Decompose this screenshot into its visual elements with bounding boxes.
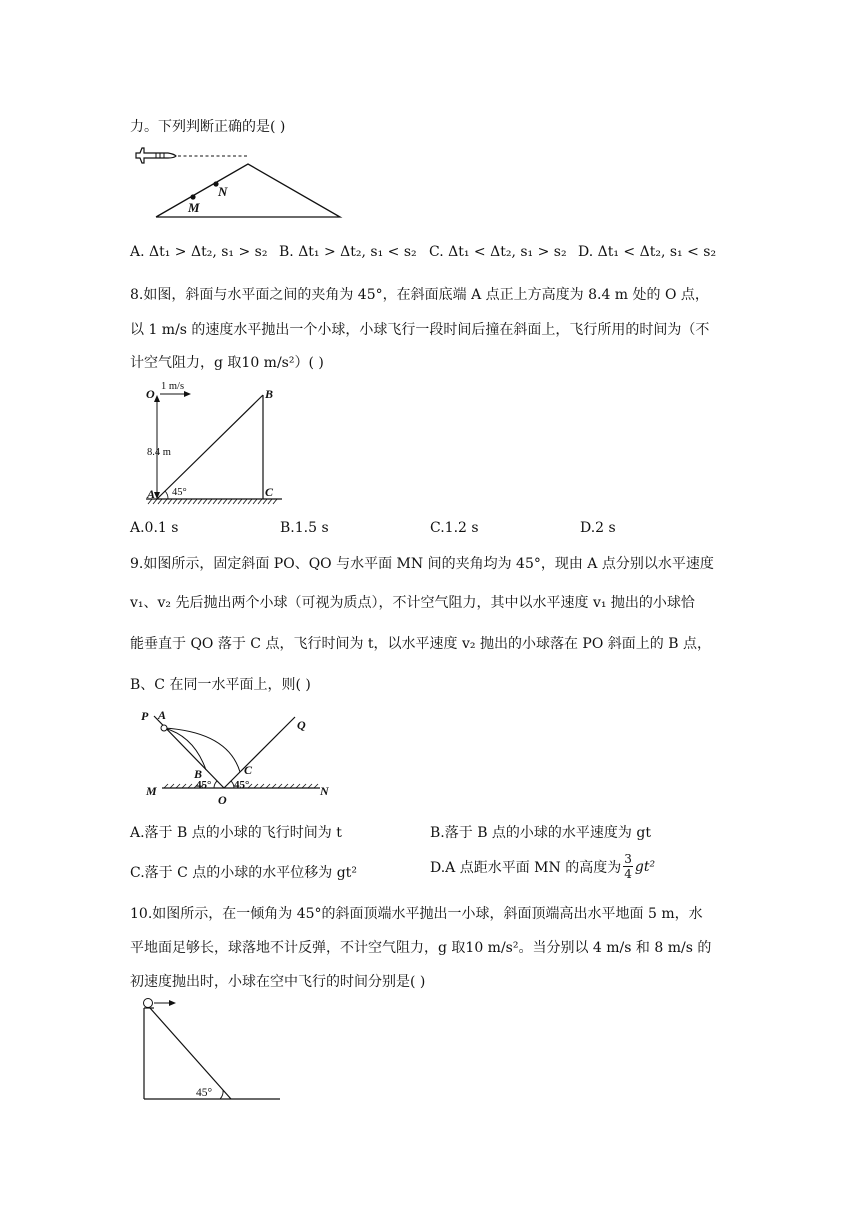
label-p: P — [141, 709, 149, 723]
label-a: A — [158, 708, 167, 722]
fraction-numerator: 3 — [624, 852, 632, 866]
q9-option-a: A.落于 B 点的小球的飞行时间为 t — [130, 825, 342, 841]
q10-line-3: 初速度抛出时，小球在空中飞行的时间分别是( ) — [130, 974, 426, 990]
ball — [144, 999, 153, 1008]
slope — [150, 1008, 231, 1099]
angle-right-label: 45° — [234, 779, 250, 791]
q10-line-1: 10.如图所示，在一倾角为 45°的斜面顶端水平抛出一小球，斜面顶端高出水平地面 5 m，水 — [130, 906, 703, 922]
q9-option-c: C.落于 C 点的小球的水平位移为 gt² — [130, 865, 357, 881]
q7-option-b: B. Δt₁ > Δt₂, s₁ < s₂ — [279, 244, 417, 260]
q8-line-2: 以 1 m/s 的速度水平抛出一个小球，小球飞行一段时间后撞在斜面上，飞行所用的时间为（不 — [130, 322, 710, 338]
airplane-icon — [136, 148, 176, 163]
angle-left-label: 45° — [196, 779, 212, 791]
angle-arc — [220, 1090, 223, 1099]
slope-qo — [224, 717, 295, 788]
q9-figure — [140, 702, 340, 807]
q8-option-a: A.0.1 s — [130, 520, 179, 536]
fraction — [623, 852, 633, 881]
label-m: M — [146, 784, 157, 798]
q8-option-d: D.2 s — [580, 520, 616, 536]
label-q: Q — [297, 718, 306, 732]
label-m: M — [188, 200, 200, 215]
q7-option-d: D. Δt₁ < Δt₂, s₁ < s₂ — [578, 244, 717, 260]
speed-label: 1 m/s — [161, 381, 185, 392]
q9-option-d-suffix: gt² — [634, 858, 656, 875]
label-c: C — [265, 485, 274, 499]
q9-line-4: B、C 在同一水平面上，则( ) — [130, 677, 311, 693]
q7-option-c: C. Δt₁ < Δt₂, s₁ > s₂ — [429, 244, 567, 260]
q9-line-1: 9.如图所示，固定斜面 PO、QO 与水平面 MN 间的夹角均为 45°，现由 A 点分别以水平速度 — [130, 556, 714, 572]
q9-option-d-prefix: D.A 点距水平面 MN 的高度为 — [430, 859, 622, 876]
q10-figure — [140, 998, 290, 1108]
angle-label: 45° — [172, 487, 187, 498]
q8-line-3: 计空气阻力，g 取10 m/s²）( ) — [130, 355, 324, 371]
q9-option-d — [430, 852, 655, 881]
q7-figure — [130, 140, 260, 220]
q9-option-b: B.落于 B 点的小球的水平速度为 gt — [430, 825, 651, 841]
q9-line-3: 能垂直于 QO 落于 C 点，飞行时间为 t，以水平速度 v₂ 抛出的小球落在 PO 斜面上的 B 点， — [130, 636, 711, 652]
q7-intro: 力。下列判断正确的是( ) — [130, 119, 286, 135]
q8-figure — [130, 380, 290, 510]
label-o: O — [146, 387, 155, 401]
label-n: N — [218, 184, 228, 199]
label-o: O — [218, 793, 227, 807]
label-a: A — [147, 487, 156, 501]
label-n: N — [320, 784, 329, 798]
height-label: 8.4 m — [147, 447, 171, 458]
label-b: B — [265, 387, 274, 401]
q9-line-2: v₁、v₂ 先后抛出两个小球（可视为质点），不计空气阻力，其中以水平速度 v₁ 抛出的小球恰 — [130, 595, 695, 611]
ground-hatching — [148, 499, 277, 504]
q10-line-2: 平地面足够长，球落地不计反弹，不计空气阻力，g 取10 m/s²。当分别以 4 m/s 和 8 m/s 的 — [130, 940, 712, 956]
point-a — [161, 725, 167, 731]
q8-option-b: B.1.5 s — [280, 520, 329, 536]
label-b: B — [194, 767, 203, 781]
label-c: C — [244, 763, 253, 777]
angle-arc — [165, 491, 168, 499]
point-m — [190, 194, 195, 199]
fraction-denominator: 4 — [624, 867, 632, 881]
mountain-slope — [156, 164, 340, 217]
q8-line-1: 8.如图，斜面与水平面之间的夹角为 45°，在斜面底端 A 点正上方高度为 8.4 m 处的 O 点， — [130, 287, 709, 303]
slope-ab — [157, 395, 263, 499]
q8-option-c: C.1.2 s — [430, 520, 479, 536]
angle-arc-left — [214, 781, 217, 788]
q7-option-a: A. Δt₁ > Δt₂, s₁ > s₂ — [130, 244, 268, 260]
angle-label: 45° — [196, 1087, 213, 1099]
